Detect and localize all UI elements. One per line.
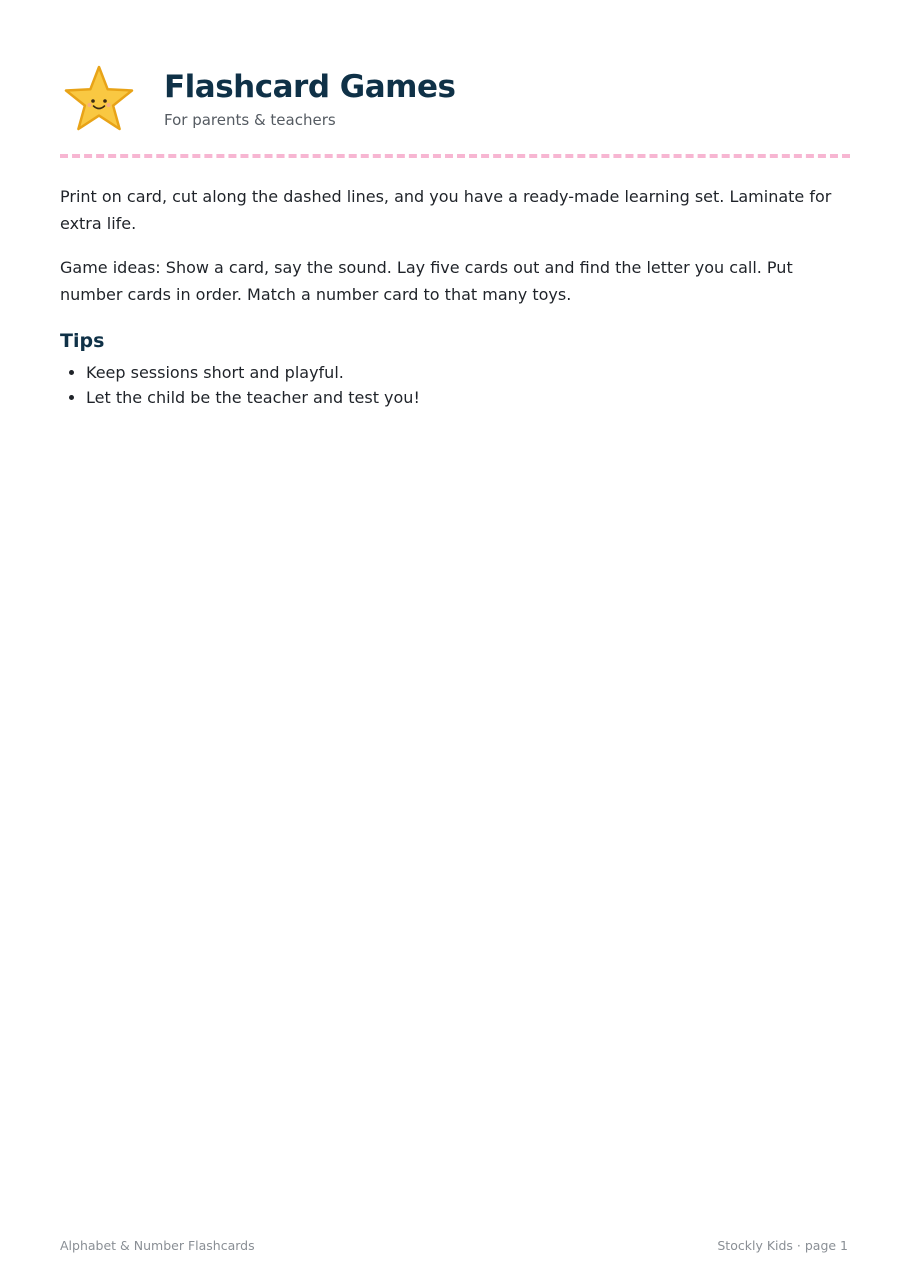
game-ideas-paragraph: Game ideas: Show a card, say the sound. Lay five cards out and find the letter you call. Put number cards in order. Match a number card to that many toys. bbox=[60, 258, 793, 304]
intro-paragraph: Print on card, cut along the dashed lines, and you have a ready-made learning set. Laminate for extra life. bbox=[60, 187, 832, 233]
footer-document-title: Alphabet & Number Flashcards bbox=[60, 1238, 255, 1253]
tips-list bbox=[60, 360, 850, 410]
footer-page-number: Stockly Kids · page 1 bbox=[717, 1238, 848, 1253]
list-item: • Keep sessions short and playful. bbox=[86, 360, 850, 385]
tips-heading: Tips bbox=[60, 330, 105, 352]
page-header bbox=[60, 62, 850, 142]
dashed-divider bbox=[60, 154, 850, 158]
list-item: • Let the child be the teacher and test you! bbox=[86, 385, 850, 410]
smiling-star-icon bbox=[62, 64, 136, 134]
page-title: Flashcard Games bbox=[164, 69, 456, 105]
document-body bbox=[60, 184, 850, 410]
page-subtitle: For parents & teachers bbox=[164, 111, 336, 129]
document-page bbox=[60, 0, 850, 1287]
